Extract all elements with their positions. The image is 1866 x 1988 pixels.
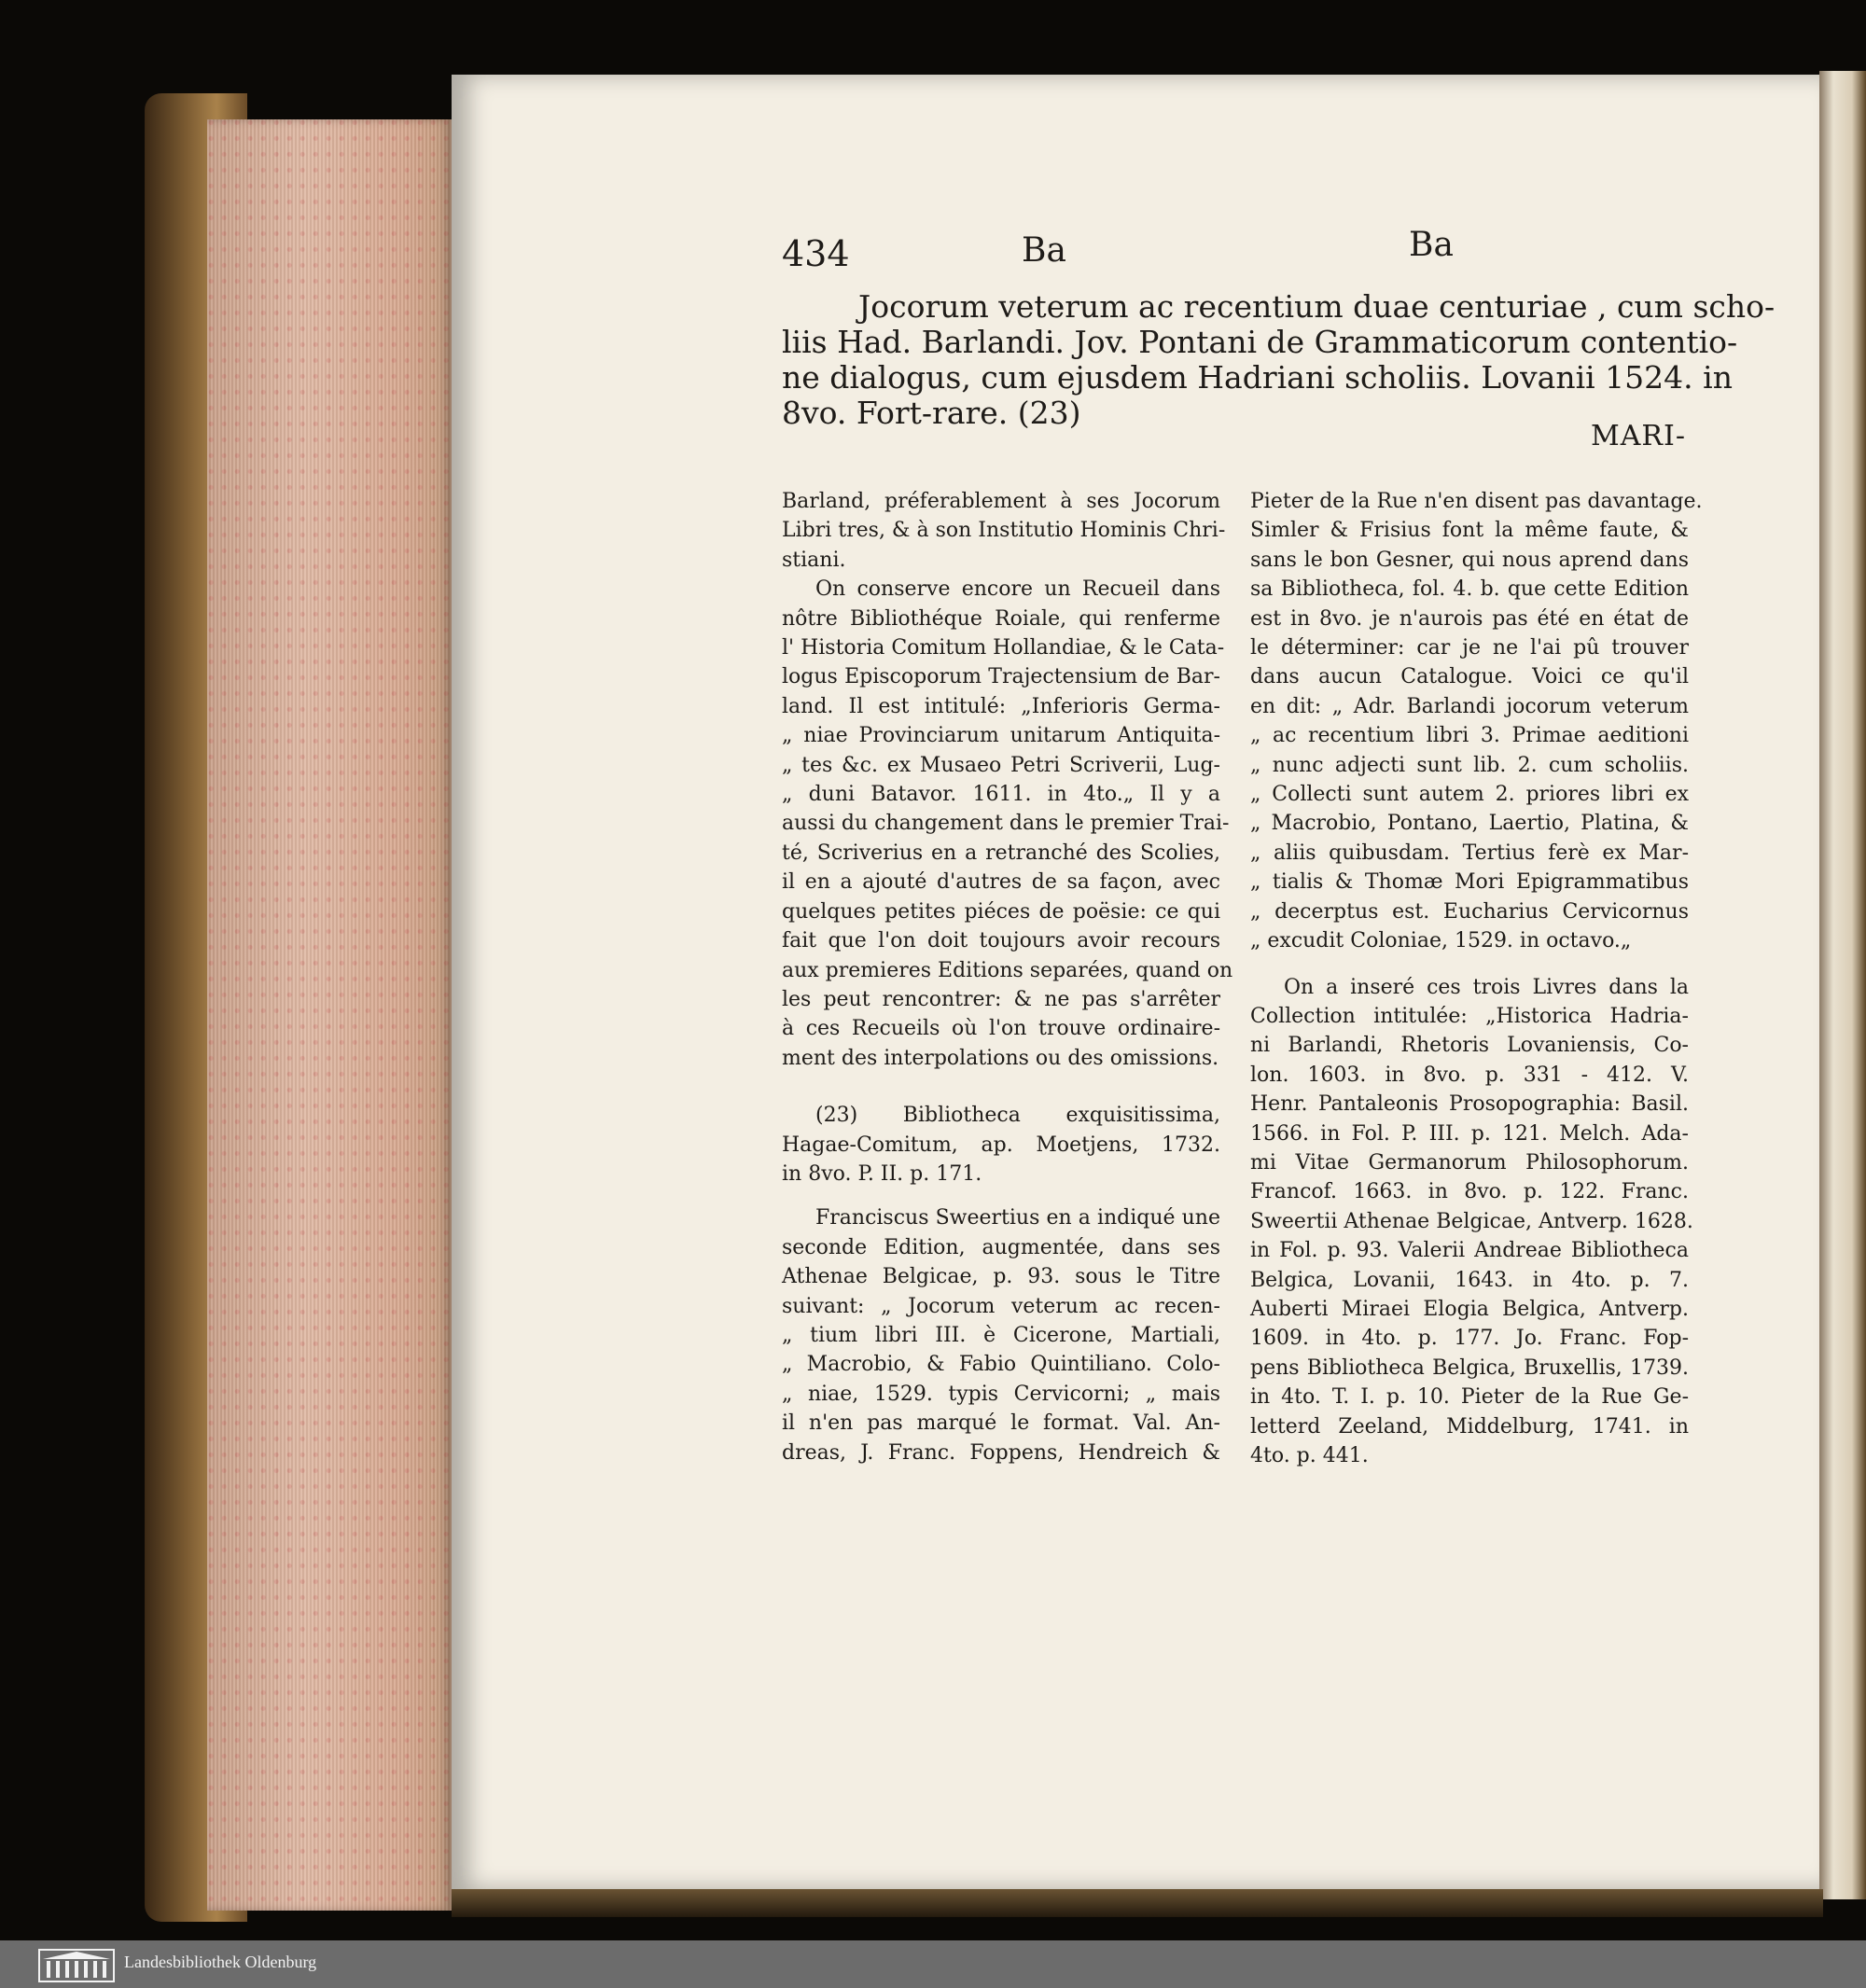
text-line: On conserve encore un Recueil dans (815, 577, 1220, 602)
library-footer-bar (0, 1940, 1866, 1988)
text-line: lon. 1603. in 8vo. p. 331 - 412. V. (1250, 1063, 1689, 1087)
text-line: fait que l'on doit toujours avoir recours (782, 929, 1220, 953)
text-line: Pieter de la Rue n'en disent pas davantage. (1250, 490, 1703, 513)
text-line: „ niae, 1529. typis Cervicorni; „ mais (782, 1382, 1220, 1406)
title-line: liis Had. Barlandi. Jov. Pontani de Grammaticorum contentio- (782, 324, 1738, 360)
text-line: en dit: „ Adr. Barlandi jocorum veterum (1250, 694, 1689, 718)
text-line: Auberti Miraei Elogia Belgica, Antverp. (1250, 1297, 1689, 1321)
text-line: stiani. (782, 548, 846, 572)
text-line: land. Il est intitulé: „Inferioris Germa- (782, 694, 1220, 718)
text-line: seconde Edition, augmentée, dans ses (782, 1235, 1220, 1259)
paragraph (1250, 973, 1693, 1471)
text-line: pens Bibliotheca Belgica, Bruxellis, 1739. (1250, 1355, 1689, 1380)
text-line: l' Historia Comitum Hollandiae, & le Cata- (782, 636, 1225, 660)
text-line: „ aliis quibusdam. Tertius ferè ex Mar- (1250, 841, 1689, 865)
text-line: est in 8vo. je n'aurois pas été en état de (1250, 606, 1689, 631)
text-line: On a inseré ces trois Livres dans la (1284, 975, 1689, 999)
text-line: Athenae Belgicae, p. 93. sous le Titre (782, 1265, 1220, 1289)
text-line: in Fol. p. 93. Valerii Andreae Bibliotheca (1250, 1239, 1689, 1263)
text-line: dreas, J. Franc. Foppens, Hendreich & (782, 1440, 1220, 1465)
text-line: quelques petites piéces de poësie: ce qui (782, 899, 1220, 924)
text-line: „ duni Batavor. 1611. in 4to.„ Il y a (782, 783, 1220, 807)
text-line: Libri tres, & à son Institutio Hominis Chri- (782, 519, 1226, 543)
left-column (782, 487, 1233, 1467)
text-line: „ decerptus est. Eucharius Cervicornus (1250, 899, 1689, 924)
entry-title (782, 288, 1775, 431)
text-line: Franciscus Sweertius en a indiqué une (815, 1206, 1220, 1230)
text-line: Simler & Frisius font la même faute, & (1250, 519, 1689, 543)
text-line: „ Collecti sunt autem 2. priores libri ex (1250, 783, 1689, 807)
right-page-gutter (1819, 71, 1866, 1899)
text-line: „ nunc adjecti sunt lib. 2. cum scholiis. (1250, 753, 1689, 777)
text-line: Collection intitulée: „Historica Hadria- (1250, 1004, 1689, 1028)
text-line: Hagae-Comitum, ap. Moetjens, 1732. (782, 1133, 1220, 1157)
text-line: Belgica, Lovanii, 1643. in 4to. p. 7. (1250, 1268, 1689, 1292)
text-line: in 4to. T. I. p. 10. Pieter de la Rue Ge- (1250, 1385, 1689, 1410)
text-line: logus Episcoporum Trajectensium de Bar- (782, 665, 1220, 689)
footnote-23 (782, 1101, 1220, 1189)
text-line: „ tialis & Thomæ Mori Epigrammatibus (1250, 870, 1689, 895)
text-line: „ tes &c. ex Musaeo Petri Scriverii, Lug- (782, 753, 1220, 777)
text-line: (23) Bibliotheca exquisitissima, (815, 1104, 1220, 1128)
text-line: in 8vo. P. II. p. 171. (782, 1161, 982, 1186)
text-line: le déterminer: car je ne l'ai pû trouver (1250, 636, 1689, 660)
text-line: aussi du changement dans le premier Trai- (782, 812, 1230, 836)
page-block-edges (207, 119, 452, 1911)
text-line: aux premieres Editions separées, quand on (782, 958, 1233, 982)
text-line: „ tium libri III. è Cicerone, Martiali, (782, 1323, 1220, 1347)
text-line: il n'en pas marqué le format. Val. An- (782, 1411, 1220, 1436)
title-line: Jocorum veterum ac recentium duae centuriae , cum scho- (858, 288, 1775, 325)
text-line: il en a ajouté d'autres de sa façon, avec (782, 870, 1220, 895)
text-line: „ Macrobio, Pontano, Laertio, Platina, & (1250, 812, 1689, 836)
text-line: suivant: „ Jocorum veterum ac recen- (782, 1294, 1220, 1318)
text-line: „ excudit Coloniae, 1529. in octavo.„ (1250, 929, 1632, 953)
page-number: 434 (782, 233, 850, 274)
text-line: „ Macrobio, & Fabio Quintiliano. Colo- (782, 1353, 1220, 1377)
text-line: 1609. in 4to. p. 177. Jo. Franc. Fop- (1250, 1327, 1689, 1351)
paragraph (782, 1203, 1220, 1467)
title-line: ne dialogus, cum ejusdem Hadriani scholiis. Lovanii 1524. in (782, 359, 1733, 396)
text-line: les peut rencontrer: & ne pas s'arrêter (782, 987, 1220, 1011)
catchword: MARI- (1591, 420, 1686, 452)
text-line: Sweertii Athenae Belgicae, Antverp. 1628. (1250, 1209, 1693, 1233)
text-line: Barland, préferablement à ses Jocorum (782, 490, 1220, 513)
text-line: sans le bon Gesner, qui nous aprend dans (1250, 548, 1689, 572)
text-line: Francof. 1663. in 8vo. p. 122. Franc. (1250, 1180, 1689, 1204)
library-building-icon (37, 1946, 116, 1983)
running-head-right: Ba (1409, 226, 1454, 264)
text-line: ment des interpolations ou des omissions. (782, 1046, 1219, 1070)
text-line: „ niae Provinciarum unitarum Antiquita- (782, 724, 1220, 748)
page-bottom-shadow (452, 1889, 1823, 1917)
text-line: Henr. Pantaleonis Prosopographia: Basil. (1250, 1092, 1689, 1117)
text-line: „ ac recentium libri 3. Primae aeditioni (1250, 724, 1689, 748)
text-line: à ces Recueils où l'on trouve ordinaire- (782, 1017, 1220, 1041)
text-line: 4to. p. 441. (1250, 1444, 1369, 1467)
library-name: Landesbibliothek Oldenburg (124, 1953, 317, 1971)
text-line: 1566. in Fol. P. III. p. 121. Melch. Ada- (1250, 1121, 1689, 1146)
running-head-left: Ba (1022, 231, 1066, 270)
text-line: té, Scriverius en a retranché des Scolies, (782, 841, 1220, 865)
text-line: nôtre Bibliothéque Roiale, qui renferme (782, 606, 1220, 631)
text-line: dans aucun Catalogue. Voici ce qu'il (1250, 665, 1689, 689)
text-line: mi Vitae Germanorum Philosophorum. (1250, 1150, 1689, 1175)
title-line: 8vo. Fort-rare. (23) (782, 395, 1081, 431)
paragraph (782, 575, 1233, 1073)
right-column (1250, 487, 1703, 1470)
text-line: letterd Zeeland, Middelburg, 1741. in (1250, 1414, 1689, 1439)
text-line: sa Bibliotheca, fol. 4. b. que cette Edition (1250, 577, 1689, 602)
text-line: ni Barlandi, Rhetoris Lovaniensis, Co- (1250, 1034, 1689, 1058)
